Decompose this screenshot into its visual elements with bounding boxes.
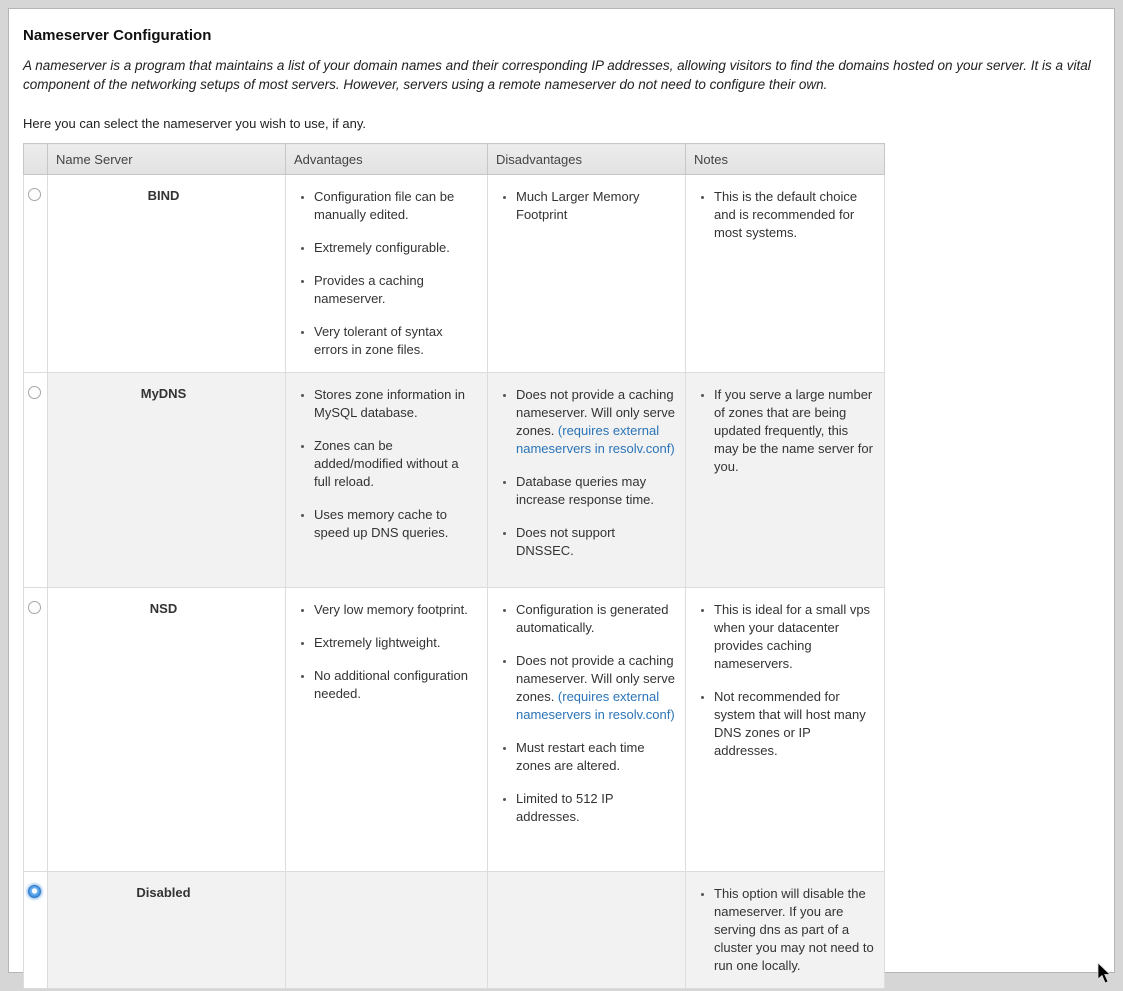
disadvantages-item: • Must restart each time zones are altered. [516,739,675,775]
notes-item: • If you serve a large number of zones that are being updated frequently, this may be the name server for you. [714,386,874,476]
header-name-server: Name Server [48,144,286,175]
advantages-item: • Very low memory footprint. [314,601,477,619]
notes-cell-disabled [686,872,885,989]
disadvantages-list [492,188,675,224]
nameserver-row-disabled [24,872,885,989]
disadvantages-list [492,386,675,560]
disadvantages-cell-nsd [488,588,686,872]
notes-list [690,885,874,975]
disadvantages-item: • Configuration is generated automatically. [516,601,675,637]
advantages-item: • Provides a caching nameserver. [314,272,477,308]
disadvantages-item: • Database queries may increase response time. [516,473,675,509]
nameserver-table [23,143,885,989]
nameserver-name-bind: BIND [48,175,286,373]
notes-cell-bind [686,175,885,373]
advantages-item: • No additional configuration needed. [314,667,477,703]
notes-list [690,601,874,760]
nameserver-row-nsd [24,588,885,872]
nameserver-name-mydns: MyDNS [48,373,286,588]
nameserver-name-disabled: Disabled [48,872,286,989]
header-advantages: Advantages [286,144,488,175]
advantages-cell-disabled [286,872,488,989]
advantages-cell-mydns [286,373,488,588]
advantages-cell-nsd [286,588,488,872]
notes-cell-nsd [686,588,885,872]
nameserver-row-mydns [24,373,885,588]
radio-cell-nsd [24,588,48,872]
disadvantages-item: • Does not provide a caching nameserver. Will only serve zones. (requires external nameservers in resolv.conf) [516,652,675,724]
advantages-list [290,386,477,542]
notes-cell-mydns [686,373,885,588]
advantages-item: • Zones can be added/modified without a full reload. [314,437,477,491]
notes-list [690,188,874,242]
advantages-list [290,601,477,703]
select-prompt: Here you can select the nameserver you wish to use, if any. [23,116,366,131]
disadvantages-item: • Does not support DNSSEC. [516,524,675,560]
radio-cell-mydns [24,373,48,588]
resolv-conf-link[interactable]: (requires external nameservers in resolv.conf) [516,689,675,722]
header-notes: Notes [686,144,885,175]
notes-list [690,386,874,476]
disadvantages-item: • Does not provide a caching nameserver. Will only serve zones. (requires external nameservers in resolv.conf) [516,386,675,458]
nameserver-name-nsd: NSD [48,588,286,872]
disadvantages-cell-mydns [488,373,686,588]
advantages-item: • Configuration file can be manually edited. [314,188,477,224]
advantages-list [290,188,477,359]
table-header-row [24,144,885,175]
resolv-conf-link[interactable]: (requires external nameservers in resolv.conf) [516,423,675,456]
nameserver-radio-mydns[interactable] [28,386,41,399]
notes-item: • Not recommended for system that will host many DNS zones or IP addresses. [714,688,874,760]
radio-cell-bind [24,175,48,373]
disadvantages-list [492,601,675,826]
disadvantages-item: • Much Larger Memory Footprint [516,188,675,224]
advantages-item: • Stores zone information in MySQL database. [314,386,477,422]
nameserver-radio-disabled[interactable] [28,885,41,898]
notes-item: • This is ideal for a small vps when your datacenter provides caching nameservers. [714,601,874,673]
header-disadvantages: Disadvantages [488,144,686,175]
header-radio-column [24,144,48,175]
disadvantages-cell-bind [488,175,686,373]
disadvantages-cell-disabled [488,872,686,989]
page-title: Nameserver Configuration [23,27,212,44]
nameserver-radio-nsd[interactable] [28,601,41,614]
nameserver-radio-bind[interactable] [28,188,41,201]
radio-cell-disabled [24,872,48,989]
notes-item: • This is the default choice and is recommended for most systems. [714,188,874,242]
advantages-item: • Extremely configurable. [314,239,477,257]
disadvantages-item: • Limited to 512 IP addresses. [516,790,675,826]
notes-item: • This option will disable the nameserver. If you are serving dns as part of a cluster you may not need to run one locally. [714,885,874,975]
nameserver-row-bind [24,175,885,373]
nameserver-config-panel [8,8,1115,973]
advantages-item: • Very tolerant of syntax errors in zone files. [314,323,477,359]
intro-text: A nameserver is a program that maintains a list of your domain names and their corresponding IP addresses, allowing visitors to find the domains hosted on your server. It is a vital component of the networking setups of most servers. However, servers using a remote nameserver do not need to configure their own. [23,58,1091,92]
advantages-item: • Extremely lightweight. [314,634,477,652]
advantages-item: • Uses memory cache to speed up DNS queries. [314,506,477,542]
advantages-cell-bind [286,175,488,373]
